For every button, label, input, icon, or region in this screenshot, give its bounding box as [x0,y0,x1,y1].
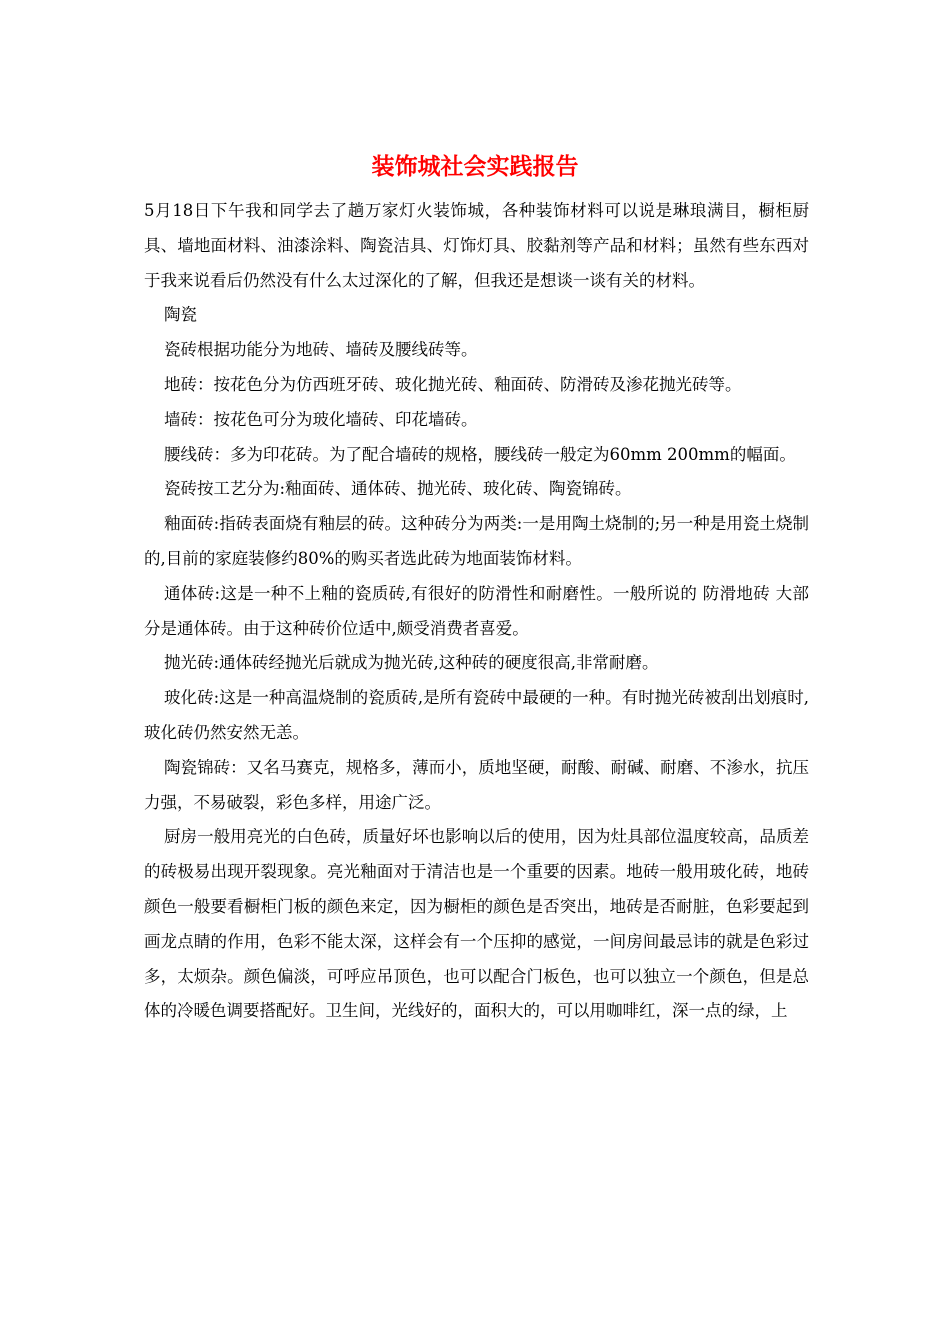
document-title: 装饰城社会实践报告 [371,153,579,180]
paragraph: 瓷砖按工艺分为:釉面砖、通体砖、抛光砖、玻化砖、陶瓷锦砖。 [164,479,632,499]
paragraph: 通体砖:这是一种不上釉的瓷质砖,有很好的防滑性和耐磨性。一般所说的 防滑地砖 大部分是通体砖。由于这种砖价位适中,颇受消费者喜爱。 [144,583,809,638]
paragraph: 地砖：按花色分为仿西班牙砖、玻化抛光砖、釉面砖、防滑砖及渗花抛光砖等。 [164,374,742,394]
paragraph: 厨房一般用亮光的白色砖，质量好坏也影响以后的使用，因为灶具部位温度较高，品质差的砖极易出现开裂现象。亮光釉面对于清洁也是一个重要的因素。地砖一般用玻化砖，地砖颜色一般要看橱柜门板的颜色来定，因为橱柜的颜色是否突出，地砖是否耐脏，色彩要起到画龙点睛的作用，色彩不能太深，这样会有一个压抑的感觉，一间房间最忌讳的就是色彩过多，太烦杂。颜色偏淡，可呼应吊顶色，也可以配合门板色，也可以独立一个颜色，但是总体的冷暖色调要搭配好。卫生间，光线好的，面积大的，可以用咖啡红，深一点的绿，上 [144,827,809,1021]
paragraph: 玻化砖:这是一种高温烧制的瓷质砖,是所有瓷砖中最硬的一种。有时抛光砖被刮出划痕时,玻化砖仍然安然无恙。 [144,688,809,742]
paragraph: 抛光砖:通体砖经抛光后就成为抛光砖,这种砖的硬度很高,非常耐磨。 [164,653,659,673]
paragraph: 瓷砖根据功能分为地砖、墙砖及腰线砖等。 [164,340,478,360]
paragraph-heading-ceramics: 陶瓷 [164,305,197,325]
paragraph-intro: 5月18日下午我和同学去了趟万家灯火装饰城，各种装饰材料可以说是琳琅满目，橱柜厨具、墙地面材料、油漆涂料、陶瓷洁具、灯饰灯具、胶黏剂等产品和材料；虽然有些东西对于我来说看后仍然没有什么太过深化的了解，但我还是想谈一谈有关的材料。 [144,201,809,290]
paragraph: 陶瓷锦砖：又名马赛克，规格多，薄而小，质地坚硬，耐酸、耐碱、耐磨、不渗水，抗压力强，不易破裂，彩色多样，用途广泛。 [144,757,809,812]
paragraph: 腰线砖：多为印花砖。为了配合墙砖的规格，腰线砖一般定为60mm 200mm的幅面。 [164,444,796,464]
paragraph: 釉面砖:指砖表面烧有釉层的砖。这种砖分为两类:一是用陶土烧制的;另一种是用瓷土烧制的,目前的家庭装修约80%的购买者选此砖为地面装饰材料。 [144,514,809,568]
document-body [144,194,809,1029]
paragraph: 墙砖：按花色可分为玻化墙砖、印花墙砖。 [164,409,478,429]
